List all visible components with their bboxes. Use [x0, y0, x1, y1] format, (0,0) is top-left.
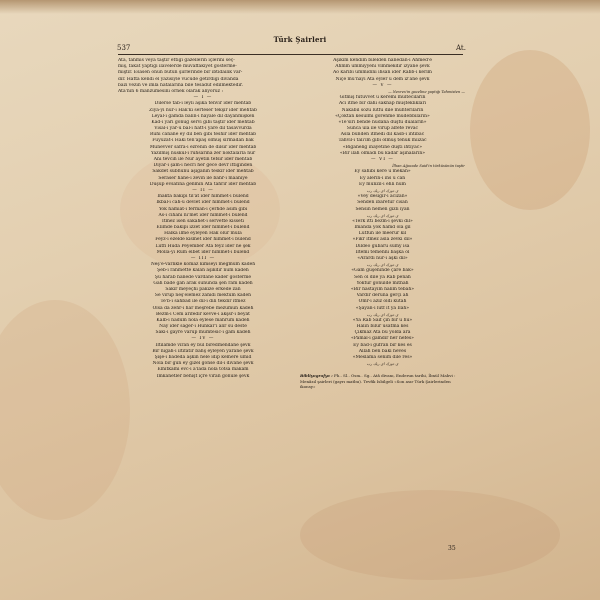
right-column-line: — V —: [372, 82, 393, 88]
right-column-line: «Gam güşenînde çâre bâk»: [351, 268, 414, 274]
right-column-line: Ao karibi ümmidini ihsân ider Rabb-ı kerim: [333, 70, 432, 76]
right-column-line: Nâkabil sözü lütfü dile muhteriların: [341, 107, 424, 113]
left-column-line: miştir. Esasen onun bütün şiirlerinde bir ibtidailik var-: [118, 70, 243, 76]
left-column-line: Leyâl-i gamda bâlîn-i hayâle dil dayanmışken: [151, 113, 255, 119]
right-column-line: ى دوزك اى ربك رب: [366, 361, 399, 367]
left-column-line: Te'b-ı sâhbâd ile dil-i dili tekdir itmez: [160, 299, 246, 305]
right-column-line: Âşıkım kendim bilelden hânedân-ı Ahmed'e: [333, 58, 432, 63]
left-column-line: Ruhi cânâne ey dil ben gibi teshir ider mehtâb: [149, 132, 257, 138]
bibliography-text: Fh.. Sl.. Osm.. Sg.. Atâ divanı, Enderun tarihi, İbnül Mahvi : Menâzıl şairleri (gayrı matbu). Tevfik Isbilgeli «Son asır Türk Şairlerinden ikonsy»: [300, 373, 456, 390]
bibliography-label: Bibliyografya :: [300, 373, 333, 379]
left-column-line: Serâser hâne-i zevin ile bahr-ı maâniye: [158, 175, 248, 181]
right-column-line: Acı itme bir dahi saknap müşteklıkları: [338, 101, 427, 107]
right-column-line: Allah ben bâki heves: [358, 348, 407, 354]
left-column-line: Lütfi Hudâ Peyember Atâ feyz ider ne şek: [155, 243, 251, 249]
paper-stain: [470, 50, 590, 210]
paper-stain: [0, 300, 130, 520]
right-column-line: ى دوزك اى ربك رب: [366, 311, 399, 317]
right-column-line: Asla bünden itmedi dil kasb-i ihtibâc: [340, 132, 425, 138]
right-column-line: «Bir hastayım hâlim tebâh»: [351, 286, 414, 292]
right-column-line: Gitmiş fütüvvet ü keremi mülteciların: [339, 95, 426, 101]
right-column-line: Sen ol dile yâ Rab penâh: [354, 274, 411, 280]
left-column-line: İltilâmde viran ey bül biredmendâne şevk: [155, 342, 251, 348]
left-column-line: — IV —: [191, 336, 215, 342]
right-column-line: Ey münzil-i ehli nûm: [359, 181, 406, 187]
right-column-line: Lütfun ile meerûr kıl: [358, 231, 407, 237]
left-column-line: Anı tevcih ile Nûr âyetin tefsir ider mehtâb: [153, 157, 253, 162]
left-column-line: Diyâr-ı şâm-ı hecri her gece devr ittiğinden: [153, 163, 253, 169]
left-column-line: Feyz-i ezelde kısmet ider himmet-i bülend: [155, 237, 251, 243]
right-column-line: — Nevres'in gazeline yaptığı Tahmisten —: [388, 89, 465, 94]
right-column-line: «Te'sîri bende nûdana düştü duâların»: [338, 119, 427, 125]
right-column-line: Ey âlerin-i ins ü can: [359, 175, 406, 181]
left-column-line: Şeb-i rahmette kalan âşıkdır nûm kadeh: [157, 268, 249, 274]
running-header-title: Türk Şairleri: [273, 35, 327, 44]
left-column-line: Dilerse tâb-ı leyli âşıka tenvir ider mehtâb: [154, 101, 252, 107]
right-column-line: «Terk itti bezm-i şevkı dil»: [352, 218, 413, 224]
right-column-line: İltemi temennî başka ol: [355, 249, 410, 255]
right-column-line: Yoktur gönülde mithâh: [356, 280, 409, 286]
left-column-line: Bir nigâh-ı iltifâtır bahş eyleyen yârâne şevk: [152, 348, 254, 354]
left-column-line: Münevver sâfra-i ezrenin de dilsir ider mehtâb: [149, 144, 257, 150]
right-column-lines: [300, 58, 465, 367]
left-column-line: İtmez isen sakâhet-i servette kısseti: [162, 218, 244, 224]
right-column-line: «Vey desigir-i âcizân»: [357, 194, 408, 200]
page-number-left: 537: [117, 44, 131, 52]
right-column-line: «Yâ Rab Sâif çin bir ü hu»: [352, 317, 413, 323]
left-column-line: Elhitkâmı evc-i a'lâda nola totsa makam: [157, 367, 249, 373]
left-column-line: — III —: [190, 256, 216, 261]
page-header-right: At.: [456, 44, 466, 52]
right-text-column: [300, 58, 465, 390]
left-column-line: Yok hâmiât-ı ferman-ı çerhde asım gibi: [158, 206, 248, 212]
right-column-line: «Çoktan kesülmi görenme müdebbiların»: [335, 113, 430, 119]
bibliography: [300, 373, 465, 389]
right-column-line: Dildeo gubâru sumy isâ: [355, 243, 410, 249]
left-column-line: dır. Hattâ kendi el yazısıyle vücude getirdiği divanda: [118, 76, 239, 82]
left-column-line: Nola bir gün ey gizel gönse dil-i divâne şevk: [152, 361, 254, 367]
left-text-column: [118, 58, 288, 380]
right-column-line: — VI —: [371, 157, 394, 162]
right-column-line: ى دوزك اى ربك رب: [366, 212, 399, 218]
left-column-line: Visâl-i yâr-ü bâl-i hatt-ı yâre dil tasavvurda: [154, 126, 252, 132]
left-column-line: Se virüp neş'elemez zâhidi mektûm kadeh: [154, 293, 252, 299]
left-column-line: Kalb-i nâdüm nola eylese mahrûm kadeh: [156, 317, 250, 323]
left-column-line: Sâki-i gayre varup mümtesic-i gam kadeh: [155, 330, 251, 336]
right-column-line: Çıkmaz Atâ bu yolda ara: [354, 330, 411, 336]
paper-edge-shadow: [0, 0, 600, 14]
left-column-line: Atâ, tahmis veya taştir ettiği gazellerin içlerini seç-: [118, 58, 235, 63]
right-column-line: Niçe mu'nâyı Atâ eyler u dem iz'âne şevk: [335, 76, 430, 82]
right-column-line: Sensin hemen gizli iyan: [355, 206, 410, 212]
left-column-line: Bezm-i Cem ârifedir kevve-i âkşsr-i beyât: [156, 311, 250, 317]
left-column-line: İkbâl-i câh-u devlet ider himmet-i bülend: [156, 200, 250, 206]
right-column-line: İlhan Ağazade Said'in türküsünün taştir: [392, 164, 465, 169]
right-column-line: «Bir ilâh olmadı bu kadar âşinâların»: [340, 150, 425, 156]
left-column-line: Şişe-i bâdeda aşkın hele idip kemere ümid: [154, 355, 252, 360]
right-column-line: «Fikr itmez asla zevki dil»: [352, 237, 413, 243]
left-column-line: Gâh bade gah arak sununda şen râm kadeh: [153, 280, 253, 286]
right-column-line: ى دوزك اى ربك رب: [366, 262, 399, 268]
right-column-line: «Bîgâneliğ inâyetine düşti ihtiyâc»: [342, 144, 423, 150]
left-column-line: Ziyâ-yı nûr-ı Hak'ki serteser tekşir ider mehtâb: [149, 107, 257, 113]
right-column-line: «Pâmal-i gamdır her nefes»: [351, 336, 414, 342]
left-column-line: Kad-i yâri gönüğ servi gibi taştir ider mehtâb: [151, 119, 255, 125]
left-column-line: İnakta bakıpı tıl'at ider himmet-i bülend: [157, 194, 249, 200]
paper-stain: [300, 490, 560, 580]
right-column-line: «Meslâma senim dile res»: [352, 355, 413, 360]
right-column-line: Senden ibâretür cisan: [357, 200, 408, 206]
right-column-line: «Arârdı nûr-ı aşkı dil»: [357, 256, 408, 261]
left-column-line: Neş'e-vârlıkle komaz kimseyi meğmûm kadeh: [150, 262, 256, 268]
left-column-line: Halka ilme eyleyen Hak olur mula: [164, 231, 242, 237]
right-column-line: İmanda yok hamd ola gil: [354, 225, 411, 231]
left-column-line: Sâkir meyeçhi pâkize erkede zan: [165, 286, 241, 292]
left-column-line: Olsa da zehr-i har meşrebe mezumûn kadeh: [152, 305, 254, 311]
right-column-line: Vardır deruna gerçi âh: [356, 293, 409, 299]
left-column-line: Yazılmış nuskul-ı ruhsârına zer noktalarla nûr: [150, 150, 256, 156]
left-column-line: Sakdet subhunu aşiğânın teskir ider mehtâb: [152, 169, 254, 175]
right-column-line: ى دوزك اى ربك رب: [366, 187, 399, 193]
header-rule: [118, 54, 463, 55]
left-column-line: Elimde bakıpı izzet ider himmet-i bülend: [156, 225, 250, 231]
left-column-line: Şu harab hânede vardane kader gösterme: [154, 274, 252, 280]
right-column-line: Sunca ulâ ile virüp âlfete revâc: [346, 126, 419, 132]
left-column-line: İmkânetler behişt içre viran gönüle şevk: [156, 373, 250, 379]
right-column-line: Tahvil-i tâli'im gibi olmuş tenük miizâc: [338, 138, 427, 144]
left-column-line: Nây ider sâger-i Hunkâr'ı alır su deste: [159, 324, 247, 330]
left-column-line: Âs-ı cihânı ni'met ider himmet-i bülend: [158, 212, 248, 218]
left-column-line: Düşüp evsâfına genmin Atâ tahrir ider mehtâb: [149, 181, 257, 187]
left-column-line: Füyûzât-ı Hâki ten'apâş olmuş sırmâdan bak: [152, 138, 254, 144]
left-column-line: bazı vezin ve imlâ hatalarına bile tesadüf edilmektedir.: [118, 82, 243, 88]
left-column-line: Atâ'nın 6 manzumesini örnek olarak alıyoruz :: [118, 88, 224, 94]
left-column-line: — II —: [192, 187, 214, 193]
right-column-line: Hâlîn bilûr usatma kes: [356, 324, 409, 330]
right-column-line: Ahmm ümmiyyeni vimmekdir îzyâne şevk: [335, 64, 430, 70]
right-column-line: «Şâyân-ı lütf it yâ İlâh»: [355, 305, 410, 311]
left-column-line: — I —: [193, 95, 213, 101]
left-column-line: Molla-yı Rûm elbet ider himmet-i bülend: [156, 249, 250, 255]
right-column-line: Ey bâd-ı gufran bir kes es: [353, 342, 412, 348]
page-number-bottom: 35: [448, 545, 456, 552]
right-column-line: Ömr-i azîz oldi kütâh: [358, 299, 407, 305]
left-column-line: miş, fakat yaptığı ilâvelerde muvaffakiyet gösterme-: [118, 64, 237, 70]
right-column-line: Ey sâhibi kere ü mekân»: [354, 169, 411, 175]
